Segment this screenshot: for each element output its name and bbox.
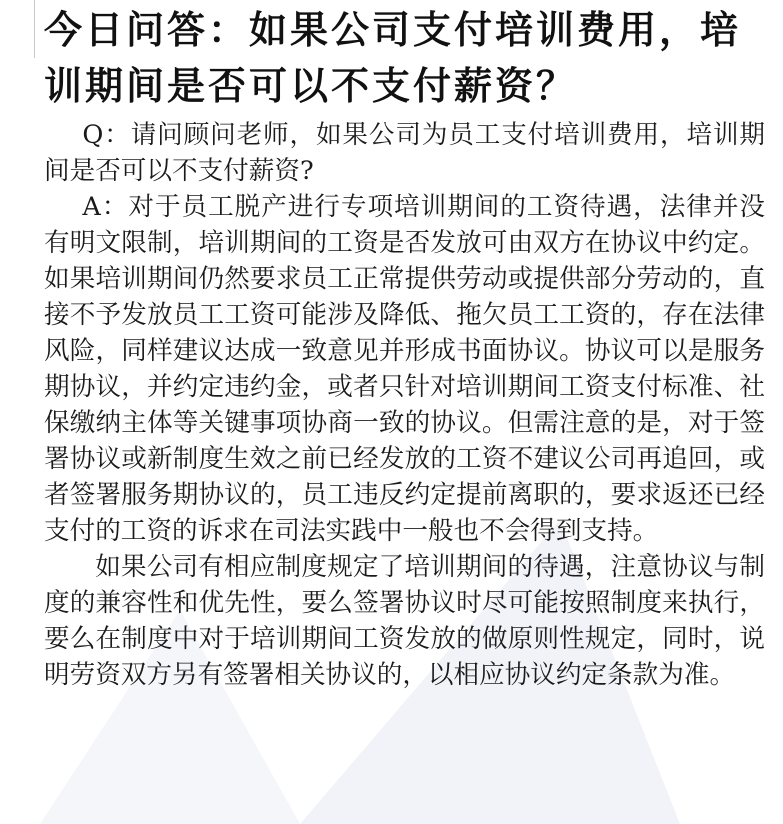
article-body [44, 117, 765, 693]
question-paragraph: Q：请问顾问老师，如果公司为员工支付培训费用，培训期间是否可以不支付薪资? [44, 120, 765, 186]
policy-paragraph: 如果公司有相应制度规定了培训期间的待遇，注意协议与制度的兼容性和优先性，要么签署协议时尽可能按照制度来执行，要么在制度中对于培训期间工资发放的做原则性规定，同时，说明劳资双方另有签署相关协议的，以相应协议约定条款为准。 [44, 552, 765, 690]
answer-paragraph: A：对于员工脱产进行专项培训期间的工资待遇，法律并没有明文限制，培训期间的工资是否发放可由双方在协议中约定。如果培训期间仍然要求员工正常提供劳动或提供部分劳动的，直接不予发放员工工资可能涉及降低、拖欠员工工资的，存在法律风险，同样建议达成一致意见并形成书面协议。协议可以是服务期协议，并约定违约金，或者只针对培训期间工资支付标准、社保缴纳主体等关键事项协商一致的协议。但需注意的是，对于签署协议或新制度生效之前已经发放的工资不建议公司再追回，或者签署服务期协议的，员工违反约定提前离职的，要求返还已经支付的工资的诉求在司法实践中一般也不会得到支持。 [44, 192, 765, 546]
left-margin-rule [34, 0, 35, 58]
article-title: 今日问答：如果公司支付培训费用，培训期间是否可以不支付薪资？ [44, 8, 742, 108]
